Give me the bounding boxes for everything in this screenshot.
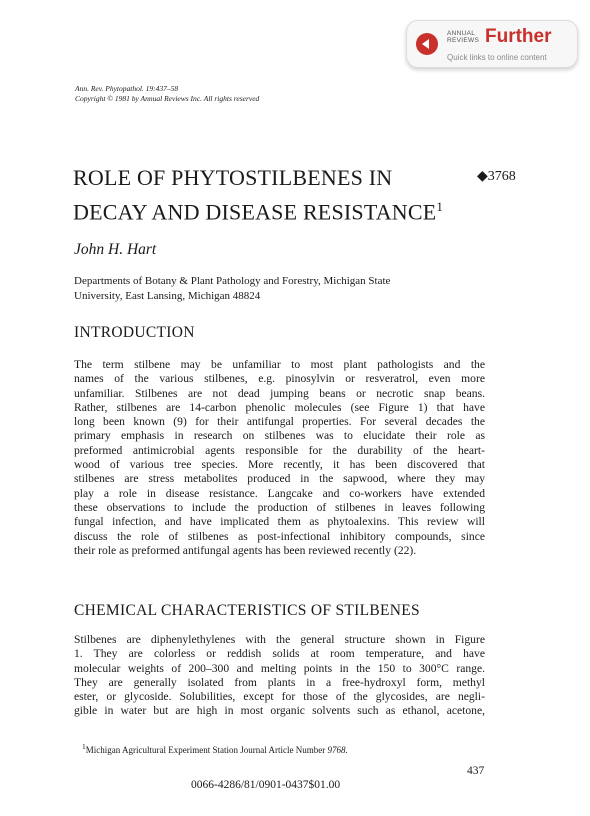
- section-heading-chemical-characteristics: CHEMICAL CHARACTERISTICS OF STILBENES: [74, 602, 420, 619]
- annual-reviews-further-badge[interactable]: [406, 20, 578, 68]
- footnote-text: Michigan Agricultural Experiment Station Journal Article Number: [85, 745, 328, 755]
- journal-citation: Ann. Rev. Phytopathol. 19:437–58: [75, 84, 179, 93]
- copyright-line: Copyright © 1981 by Annual Reviews Inc. All rights reserved: [75, 94, 260, 103]
- text-line: They are generally isolated from plants in a free-hydroxyl form, methyl: [74, 675, 485, 689]
- badge-reviews-label: REVIEWS: [447, 37, 480, 44]
- badge-annual-label: ANNUAL: [447, 30, 476, 37]
- section-heading-introduction: INTRODUCTION: [74, 324, 195, 341]
- play-arrow-icon: [416, 33, 438, 55]
- text-line: wood of various tree species. More recently, it has been discovered that: [74, 458, 485, 472]
- title-line-1: ROLE OF PHYTOSTILBENES IN: [73, 165, 393, 190]
- badge-subtitle: Quick links to online content: [447, 53, 547, 62]
- text-line: fungal infection, and have implicated them as phytoalexins. This review will: [74, 515, 485, 529]
- text-line: primary emphasis in research on stilbenes was to elucidate their role as: [74, 429, 485, 443]
- text-line: The term stilbene may be unfamiliar to most plant pathologists and the: [74, 358, 485, 371]
- text-line: names of the various stilbenes, e.g. pinosylvin or resveratrol, even more: [74, 372, 485, 386]
- text-line: these observations to include the production of stilbenes in leaves following: [74, 500, 485, 514]
- text-line: unfamiliar. Stilbenes are not dead jumping beans or necrotic snap beans.: [74, 386, 485, 400]
- text-line: 1. They are colorless or reddish solids at room temperature, and have: [74, 647, 485, 661]
- text-line: stilbenes are stress metabolites produced in the sapwood, where they may: [74, 472, 485, 486]
- page-number: 437: [467, 765, 485, 777]
- introduction-paragraph: [74, 358, 485, 558]
- article-code: ◆3768: [477, 169, 516, 184]
- chemical-characteristics-paragraph: [74, 633, 485, 719]
- author-name: John H. Hart: [74, 241, 157, 258]
- text-line: discuss the role of stilbenes as post-infectional inhibitory compounds, since: [74, 529, 485, 543]
- footnote-marker: 1: [82, 742, 86, 751]
- text-line: gible in water but are high in most organic solvents such as ethanol, acetone,: [74, 704, 485, 718]
- article-identifier: 0066-4286/81/0901-0437$01.00: [191, 779, 341, 791]
- text-line: molecular weights of 200–300 and melting points in the 150 to 300°C range.: [74, 661, 485, 675]
- text-line: long been known (9) for their antifungal properties. For several decades the: [74, 415, 485, 429]
- title-line-2: DECAY AND DISEASE RESISTANCE$^1$: [73, 199, 444, 225]
- footnote-article-number: 9768.: [327, 745, 348, 755]
- text-line: Stilbenes are diphenylethylenes with the general structure shown in Figure: [74, 633, 485, 646]
- text-line: ester, or glycoside. Solubilities, except for those of the glycosides, are negli-: [74, 690, 485, 704]
- title-footnote-marker: 1: [436, 199, 444, 214]
- text-line: Rather, stilbenes are 14-carbon phenolic molecules (see Figure 1) that have: [74, 400, 485, 414]
- article-title: [73, 163, 443, 226]
- author-affiliation: Departments of Botany & Plant Pathology and Forestry, Michigan State University, East Lansing, Michigan 48824: [74, 275, 391, 302]
- footnote: [82, 742, 348, 755]
- text-line: play a role in disease resistance. Langcake and co-workers have extended: [74, 486, 485, 500]
- text-line: preformed antimicrobial agents responsible for the durability of the heart-: [74, 443, 485, 457]
- text-line: their role as preformed antifungal agents has been reviewed recently (22).: [74, 543, 417, 557]
- badge-further-label: Further: [485, 26, 552, 47]
